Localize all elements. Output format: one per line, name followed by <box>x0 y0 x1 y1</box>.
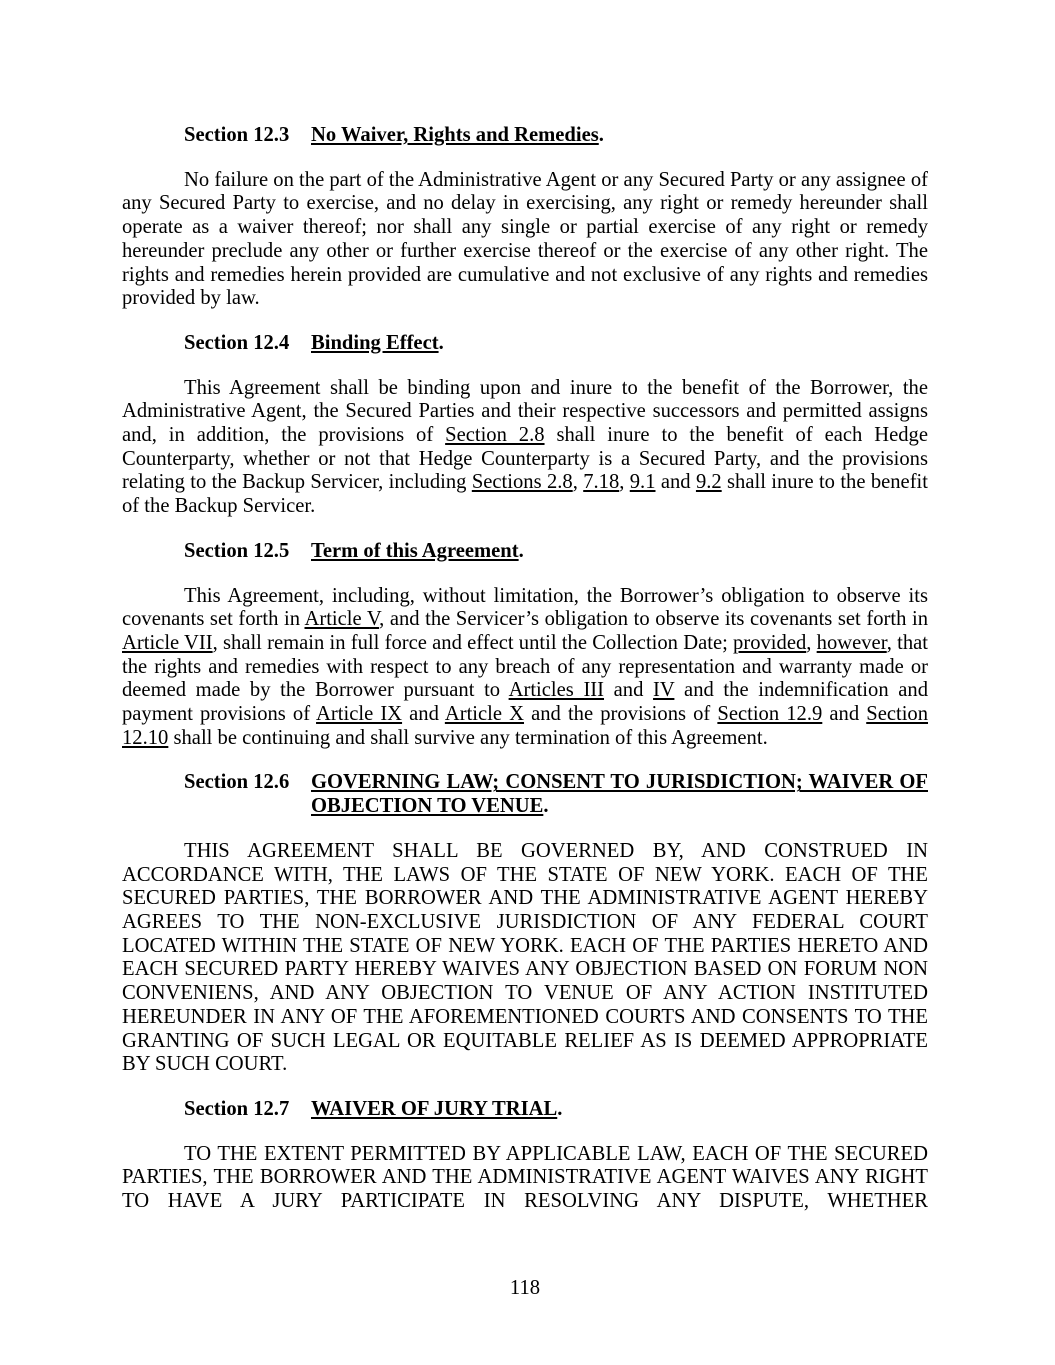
text-run: . <box>438 331 444 354</box>
underlined-text: Articles III <box>508 679 605 702</box>
text-run: shall inure to the benefit of the Backup Servicer. <box>122 471 928 518</box>
section-title <box>311 1098 562 1120</box>
text-run: , <box>806 631 817 654</box>
underlined-text: Article V <box>304 608 380 631</box>
text-run: This Agreement shall be binding upon and inure to the benefit of the Borrower, the Administrative Agent, the Secured Parties and their respective successors and permitted assigns and, in addition, the provisions of <box>122 376 928 447</box>
text-run: , and the Servicer’s obligation to observe its covenants set forth in <box>379 608 928 631</box>
text-run: and <box>655 471 696 494</box>
underlined-text: Article VII <box>122 631 213 654</box>
section-title <box>311 771 928 817</box>
section-paragraph <box>122 377 928 519</box>
text-run: , that the rights and remedies with respect to any breach of any representation and warranty made or deemed made by the Borrower pursuant to <box>122 631 928 702</box>
underlined-text: Term of this Agreement <box>311 539 519 562</box>
section-heading <box>122 124 928 148</box>
text-run: . <box>598 124 604 146</box>
underlined-text: GOVERNING LAW; CONSENT TO JURISDICTION; WAIVER OF OBJECTION TO VENUE <box>311 771 928 818</box>
underlined-text: Article X <box>444 703 525 726</box>
text-run: and <box>402 703 445 726</box>
text-run: and <box>822 703 867 726</box>
underlined-text: however <box>816 631 887 654</box>
section-number: Section 12.4 <box>184 331 290 354</box>
section-heading <box>122 540 928 564</box>
underlined-text: Section 12.10 <box>122 703 929 749</box>
section-12-3 <box>122 124 928 311</box>
text-run: , <box>572 471 584 494</box>
section-12-5 <box>122 540 928 751</box>
text-run: This Agreement, including, without limitation, the Borrower’s obligation to observe its covenants set forth in <box>122 584 928 631</box>
text-run: shall be continuing and shall survive any termination of this Agreement. <box>168 726 768 749</box>
underlined-text: 9.1 <box>629 471 656 494</box>
text-run: . <box>557 1097 563 1120</box>
text-run: , shall remain in full force and effect until the Collection Date; <box>212 631 734 654</box>
section-number: Section 12.6 <box>184 771 290 794</box>
page-number: 118 <box>509 1277 541 1299</box>
text-run: No failure on the part of the Administrative Agent or any Secured Party or any assignee of any Secured Party to exercise, and no delay in exercising, any right or remedy hereunder shall operate as a waiver thereof; nor shall any single or partial exercise of any right or remedy hereunder preclude any other or further exercise thereof or the exercise of any other right. The rights and remedies herein provided are cumulative and not exclusive of any rights and remedies provided by law. <box>122 168 928 310</box>
text-run: , <box>619 471 630 494</box>
underlined-text: Binding Effect <box>311 331 439 354</box>
text-run: . <box>543 795 549 818</box>
section-paragraph <box>122 1143 928 1214</box>
underlined-text: IV <box>653 679 675 702</box>
section-title <box>311 332 444 354</box>
text-run: shall inure to the benefit of each Hedge Counterparty, whether or not that Hedge Counterparty is a Secured Party, and the provisions relating to the Backup Servicer, including <box>122 424 928 494</box>
section-heading <box>122 1098 928 1122</box>
section-heading <box>122 332 928 356</box>
underlined-text: Sections 2.8 <box>471 471 573 494</box>
underlined-text: No Waiver, Rights and Remedies <box>311 124 599 146</box>
section-number: Section 12.7 <box>184 1097 290 1120</box>
section-12-6 <box>122 771 928 1076</box>
text-run: THIS AGREEMENT SHALL BE GOVERNED BY, AND CONSTRUED IN ACCORDANCE WITH, THE LAWS OF THE STATE OF NEW YORK. EACH OF THE SECURED PARTIES, THE BORROWER AND THE ADMINISTRATIVE AGENT HEREBY AGREES TO THE NON-EXCLUSIVE JURISDICTION OF ANY FEDERAL COURT LOCATED WITHIN THE STATE OF NEW YORK. EACH OF THE PARTIES HERETO AND EACH SECURED PARTY HEREBY WAIVES ANY OBJECTION BASED ON FORUM NON CONVENIENS, AND ANY OBJECTION TO VENUE OF ANY ACTION INSTITUTED HEREUNDER IN ANY OF THE AFOREMENTIONED COURTS AND CONSENTS TO THE GRANTING OF SUCH LEGAL OR EQUITABLE RELIEF AS IS DEEMED APPROPRIATE BY SUCH COURT. <box>122 839 928 1076</box>
text-run: and <box>604 679 654 702</box>
section-title <box>311 124 604 146</box>
section-paragraph <box>122 840 928 1077</box>
text-run: and the provisions of <box>524 703 718 726</box>
underlined-text: provided <box>733 631 807 654</box>
underlined-text: WAIVER OF JURY TRIAL <box>311 1097 558 1120</box>
underlined-text: Section 12.9 <box>717 703 823 726</box>
section-number: Section 12.3 <box>184 124 290 146</box>
section-12-4 <box>122 332 928 519</box>
section-paragraph <box>122 169 928 311</box>
section-title <box>311 540 524 562</box>
underlined-text: 7.18 <box>583 471 620 494</box>
text-run: . <box>518 539 524 562</box>
section-paragraph <box>122 585 928 751</box>
underlined-text: Section 2.8 <box>445 424 545 447</box>
section-12-7 <box>122 1098 928 1214</box>
section-number: Section 12.5 <box>184 539 290 562</box>
underlined-text: Article IX <box>316 703 403 726</box>
text-run: and the indemnification and payment provisions of <box>122 679 928 726</box>
underlined-text: 9.2 <box>695 471 722 494</box>
section-heading <box>122 771 928 818</box>
text-run: TO THE EXTENT PERMITTED BY APPLICABLE LAW, EACH OF THE SECURED PARTIES, THE BORROWER AND THE ADMINISTRATIVE AGENT WAIVES ANY RIGHT TO HAVE A JURY PARTICIPATE IN RESOLVING ANY DISPUTE, WHETHER <box>122 1142 928 1213</box>
